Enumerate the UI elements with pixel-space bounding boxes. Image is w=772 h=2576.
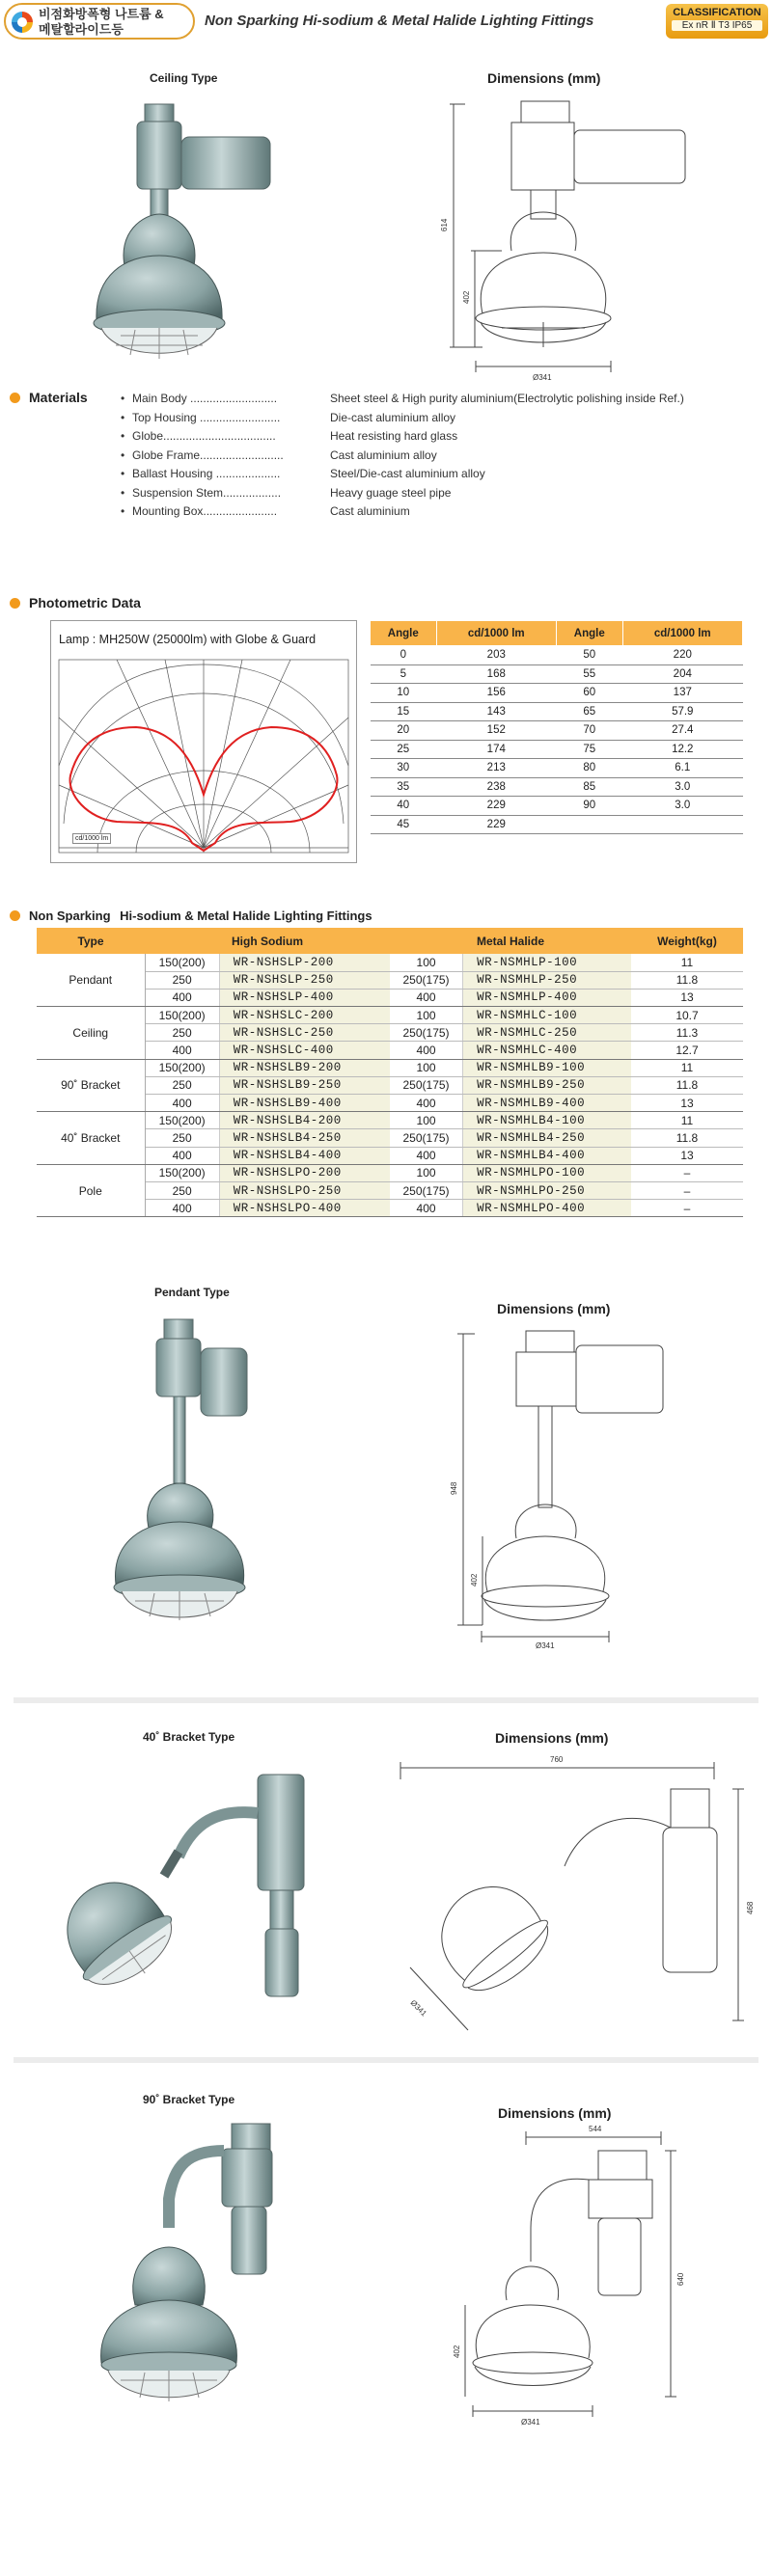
hs-watt-cell: 400: [145, 1042, 219, 1059]
polar-unit-label: cd/1000 lm: [72, 833, 111, 844]
fittings-table-body: [37, 954, 743, 1217]
table-cell: 168: [436, 664, 556, 684]
table-row: [37, 1007, 743, 1024]
type-cell: Pole: [37, 1164, 145, 1217]
material-key: Globe Frame..........................: [132, 447, 284, 462]
material-key: Top Housing .........................: [132, 410, 281, 424]
pendant-type-title: Pendant Type: [154, 1286, 230, 1299]
weight-cell: 11: [631, 1059, 743, 1076]
table-header-row: [371, 621, 743, 646]
mh-model-cell: WR-NSMHLB9-400: [463, 1095, 631, 1112]
pendant-dim-title: Dimensions (mm): [497, 1301, 611, 1316]
table-header-row: [37, 928, 743, 954]
mh-watt-cell: 100: [390, 1059, 463, 1076]
weight-cell: 13: [631, 1147, 743, 1164]
photometric-table-body: [371, 646, 743, 834]
column-header: cd/1000 lm: [622, 621, 742, 646]
weight-cell: 11.8: [631, 971, 743, 989]
table-cell: 10: [371, 684, 437, 703]
table-cell: 6.1: [622, 759, 742, 778]
polar-curve-diagram: [59, 660, 348, 853]
korean-title-line-1: 비점화방폭형 나트륨 &: [39, 7, 164, 21]
material-value: Heat resisting hard glass: [330, 429, 458, 443]
section-separator: [14, 1697, 758, 1703]
lamp-label: Lamp : MH250W (25000lm) with Globe & Guard: [59, 633, 317, 646]
table-row: [371, 646, 743, 665]
material-key: Mounting Box.......................: [132, 504, 278, 518]
mh-model-cell: WR-NSMHLPO-400: [463, 1200, 631, 1217]
material-value: Cast aluminium: [330, 504, 410, 518]
table-cell: 27.4: [622, 721, 742, 741]
pendant-dimension-drawing: [425, 1316, 714, 1649]
mh-watt-cell: 100: [390, 1164, 463, 1181]
table-cell: 60: [556, 684, 622, 703]
bracket40-height-label: 468: [746, 1901, 755, 1914]
material-item: • Globe................................... Heat resisting hard glass: [121, 427, 767, 447]
table-row: [371, 684, 743, 703]
hs-watt-cell: 150(200): [145, 1007, 219, 1024]
table-cell: 25: [371, 740, 437, 759]
hs-model-cell: WR-NSHSLP-250: [219, 971, 390, 989]
material-item: • Mounting Box....................... Cast aluminium: [121, 502, 767, 522]
hs-model-cell: WR-NSHSLC-400: [219, 1042, 390, 1059]
table-row: [371, 740, 743, 759]
table-cell: 75: [556, 740, 622, 759]
hs-model-cell: WR-NSHSLPO-200: [219, 1164, 390, 1181]
table-cell: 0: [371, 646, 437, 665]
bracket40-width-label: 760: [550, 1755, 564, 1764]
weight-cell: –: [631, 1164, 743, 1181]
table-cell: [622, 815, 742, 834]
materials-heading: [10, 390, 88, 405]
mh-watt-cell: 400: [390, 1095, 463, 1112]
mh-model-cell: WR-NSMHLB9-250: [463, 1076, 631, 1094]
material-item: • Top Housing ......................... Die-cast aluminium alloy: [121, 409, 767, 428]
table-cell: 57.9: [622, 702, 742, 721]
korean-title-line-2: 메탈할라이드등: [39, 22, 124, 37]
bracket90-dim-title: Dimensions (mm): [498, 2105, 612, 2121]
bracket90-diameter-label: Ø341: [521, 2418, 540, 2427]
materials-list: [121, 390, 767, 522]
table-cell: 238: [436, 777, 556, 797]
hs-watt-cell: 250: [145, 1129, 219, 1147]
hs-model-cell: WR-NSHSLB4-400: [219, 1147, 390, 1164]
fittings-heading: [10, 908, 372, 923]
material-item: • Globe Frame.......................... Cast aluminium alloy: [121, 447, 767, 466]
ceiling-dim-title: Dimensions (mm): [487, 70, 601, 86]
column-header: Angle: [556, 621, 622, 646]
mh-model-cell: WR-NSMHLPO-250: [463, 1181, 631, 1199]
mh-watt-cell: 100: [390, 1007, 463, 1024]
table-cell: 65: [556, 702, 622, 721]
table-cell: 35: [371, 777, 437, 797]
page-title: Non Sparking Hi-sodium & Metal Halide Lighting Fittings: [205, 13, 594, 29]
table-row: [37, 1059, 743, 1076]
column-header: Weight(kg): [631, 928, 743, 954]
type-cell: 90˚ Bracket: [37, 1059, 145, 1112]
ceiling-dimension-drawing: [415, 87, 704, 395]
type-cell: Pendant: [37, 954, 145, 1007]
hs-watt-cell: 400: [145, 1147, 219, 1164]
table-cell: 229: [436, 815, 556, 834]
brand-logo-icon: [12, 12, 33, 33]
table-cell: [556, 815, 622, 834]
table-cell: 50: [556, 646, 622, 665]
material-value: Steel/Die-cast aluminium alloy: [330, 467, 485, 480]
material-value: Cast aluminium alloy: [330, 447, 437, 462]
classification-badge: [666, 4, 768, 39]
hs-model-cell: WR-NSHSLB9-250: [219, 1076, 390, 1094]
table-cell: 143: [436, 702, 556, 721]
table-cell: 204: [622, 664, 742, 684]
bracket90-fixture-image: [87, 2112, 309, 2430]
hs-watt-cell: 400: [145, 1095, 219, 1112]
hs-watt-cell: 250: [145, 1024, 219, 1042]
table-cell: 213: [436, 759, 556, 778]
ceiling-diameter-label: Ø341: [533, 373, 552, 382]
mh-watt-cell: 250(175): [390, 971, 463, 989]
table-cell: 229: [436, 797, 556, 816]
table-cell: 137: [622, 684, 742, 703]
table-cell: 3.0: [622, 797, 742, 816]
column-header: Metal Halide: [390, 928, 631, 954]
bracket40-diameter-label: Ø341: [408, 1998, 428, 2019]
material-value: Heavy guage steel pipe: [330, 485, 452, 500]
table-row: [37, 1112, 743, 1129]
mh-watt-cell: 250(175): [390, 1024, 463, 1042]
weight-cell: 12.7: [631, 1042, 743, 1059]
column-header: High Sodium: [145, 928, 390, 954]
table-cell: 5: [371, 664, 437, 684]
pendant-height-label: 948: [450, 1481, 458, 1495]
table-cell: 30: [371, 759, 437, 778]
bracket40-dimension-drawing: [381, 1750, 767, 2040]
mh-model-cell: WR-NSMHLP-100: [463, 954, 631, 971]
korean-title: [39, 7, 164, 38]
material-item: • Ballast Housing .................... Steel/Die-cast aluminium alloy: [121, 465, 767, 484]
mh-watt-cell: 400: [390, 1200, 463, 1217]
table-cell: 80: [556, 759, 622, 778]
table-cell: 90: [556, 797, 622, 816]
table-cell: 152: [436, 721, 556, 741]
column-header: Angle: [371, 621, 437, 646]
bracket90-width-label: 544: [589, 2125, 602, 2133]
hs-watt-cell: 250: [145, 1181, 219, 1199]
weight-cell: 11: [631, 954, 743, 971]
weight-cell: 13: [631, 1095, 743, 1112]
table-cell: 70: [556, 721, 622, 741]
table-row: [371, 815, 743, 834]
table-cell: 3.0: [622, 777, 742, 797]
brand-badge: [4, 3, 195, 40]
fittings-table: [37, 928, 743, 1217]
table-row: [37, 954, 743, 971]
material-key: Ballast Housing ....................: [132, 467, 281, 480]
bracket40-fixture-image: [34, 1755, 352, 2035]
mh-model-cell: WR-NSMHLC-100: [463, 1007, 631, 1024]
pendant-fixture-image: [96, 1310, 290, 1647]
column-header: cd/1000 lm: [436, 621, 556, 646]
type-cell: Ceiling: [37, 1007, 145, 1060]
mh-watt-cell: 400: [390, 1147, 463, 1164]
section-separator: [14, 2057, 758, 2063]
weight-cell: 13: [631, 989, 743, 1006]
mh-watt-cell: 400: [390, 989, 463, 1006]
mh-model-cell: WR-NSMHLPO-100: [463, 1164, 631, 1181]
hs-model-cell: WR-NSHSLB4-250: [219, 1129, 390, 1147]
hs-watt-cell: 150(200): [145, 954, 219, 971]
classification-value: Ex nR Ⅱ T3 IP65: [672, 20, 762, 31]
mh-model-cell: WR-NSMHLB4-400: [463, 1147, 631, 1164]
mh-model-cell: WR-NSMHLB4-250: [463, 1129, 631, 1147]
mh-model-cell: WR-NSMHLP-250: [463, 971, 631, 989]
material-item: • Suspension Stem.................. Heavy guage steel pipe: [121, 484, 767, 503]
hs-watt-cell: 400: [145, 989, 219, 1006]
material-key: Main Body ...........................: [132, 392, 278, 405]
column-header: Type: [37, 928, 145, 954]
weight-cell: 11.8: [631, 1129, 743, 1147]
table-row: [371, 797, 743, 816]
table-cell: 203: [436, 646, 556, 665]
hs-model-cell: WR-NSHSLPO-250: [219, 1181, 390, 1199]
mh-watt-cell: 100: [390, 1112, 463, 1129]
pendant-globe-label: 402: [470, 1573, 479, 1586]
table-cell: 45: [371, 815, 437, 834]
bullet-dot-icon: [10, 598, 20, 609]
hs-model-cell: WR-NSHSLPO-400: [219, 1200, 390, 1217]
photometric-title: Photometric Data: [29, 595, 141, 610]
weight-cell: 10.7: [631, 1007, 743, 1024]
weight-cell: 11.3: [631, 1024, 743, 1042]
mh-model-cell: WR-NSMHLC-400: [463, 1042, 631, 1059]
table-cell: 156: [436, 684, 556, 703]
bullet-dot-icon: [10, 393, 20, 403]
weight-cell: –: [631, 1181, 743, 1199]
ceiling-fixture-image: [77, 96, 309, 386]
table-row: [371, 759, 743, 778]
weight-cell: 11: [631, 1112, 743, 1129]
ceiling-globe-label: 402: [462, 290, 471, 304]
hs-model-cell: WR-NSHSLB4-200: [219, 1112, 390, 1129]
hs-watt-cell: 400: [145, 1200, 219, 1217]
table-row: [37, 1164, 743, 1181]
material-key: Suspension Stem..................: [132, 485, 282, 500]
mh-model-cell: WR-NSMHLP-400: [463, 989, 631, 1006]
material-value: Die-cast aluminium alloy: [330, 410, 456, 424]
photometric-table: [370, 620, 743, 834]
table-row: [371, 702, 743, 721]
hs-watt-cell: 150(200): [145, 1112, 219, 1129]
mh-model-cell: WR-NSMHLC-250: [463, 1024, 631, 1042]
pendant-diameter-label: Ø341: [536, 1641, 555, 1650]
bracket90-globe-label: 402: [453, 2345, 461, 2358]
table-row: [371, 721, 743, 741]
table-cell: 55: [556, 664, 622, 684]
weight-cell: 11.8: [631, 1076, 743, 1094]
table-cell: 85: [556, 777, 622, 797]
fittings-title-rest: Hi-sodium & Metal Halide Lighting Fittings: [120, 908, 372, 923]
polar-diagram-box: [50, 620, 357, 863]
hs-model-cell: WR-NSHSLP-400: [219, 989, 390, 1006]
hs-watt-cell: 250: [145, 1076, 219, 1094]
table-cell: 174: [436, 740, 556, 759]
mh-watt-cell: 250(175): [390, 1076, 463, 1094]
bracket40-type-title: 40˚ Bracket Type: [143, 1730, 235, 1744]
table-row: [371, 777, 743, 797]
bullet-dot-icon: [10, 910, 20, 921]
table-cell: 40: [371, 797, 437, 816]
hs-watt-cell: 150(200): [145, 1164, 219, 1181]
mh-watt-cell: 250(175): [390, 1129, 463, 1147]
page-header: [0, 0, 772, 42]
fittings-title-bold: Non Sparking: [29, 908, 111, 923]
table-cell: 20: [371, 721, 437, 741]
table-cell: 12.2: [622, 740, 742, 759]
material-value: Sheet steel & High purity aluminium(Electrolytic polishing inside Ref.): [330, 392, 684, 405]
weight-cell: –: [631, 1200, 743, 1217]
material-item: • Main Body ........................... Sheet steel & High purity aluminium(Electrolytic polishing inside Ref.): [121, 390, 767, 409]
hs-model-cell: WR-NSHSLP-200: [219, 954, 390, 971]
ceiling-type-title: Ceiling Type: [150, 71, 218, 85]
classification-label: CLASSIFICATION: [673, 7, 761, 18]
table-cell: 220: [622, 646, 742, 665]
material-key: Globe...................................: [132, 429, 276, 443]
hs-model-cell: WR-NSHSLB9-400: [219, 1095, 390, 1112]
hs-model-cell: WR-NSHSLB9-200: [219, 1059, 390, 1076]
table-row: [371, 664, 743, 684]
materials-title: Materials: [29, 390, 88, 405]
type-cell: 40˚ Bracket: [37, 1112, 145, 1165]
hs-watt-cell: 250: [145, 971, 219, 989]
hs-model-cell: WR-NSHSLC-250: [219, 1024, 390, 1042]
mh-model-cell: WR-NSMHLB9-100: [463, 1059, 631, 1076]
mh-watt-cell: 250(175): [390, 1181, 463, 1199]
ceiling-height-label: 614: [440, 218, 449, 231]
bracket90-height-label: 640: [676, 2272, 685, 2286]
bracket40-dim-title: Dimensions (mm): [495, 1730, 609, 1746]
photometric-heading: [10, 595, 141, 610]
mh-model-cell: WR-NSMHLB4-100: [463, 1112, 631, 1129]
mh-watt-cell: 100: [390, 954, 463, 971]
table-cell: 15: [371, 702, 437, 721]
bracket90-type-title: 90˚ Bracket Type: [143, 2093, 235, 2106]
hs-watt-cell: 150(200): [145, 1059, 219, 1076]
hs-model-cell: WR-NSHSLC-200: [219, 1007, 390, 1024]
bracket90-dimension-drawing: [454, 2122, 695, 2440]
mh-watt-cell: 400: [390, 1042, 463, 1059]
